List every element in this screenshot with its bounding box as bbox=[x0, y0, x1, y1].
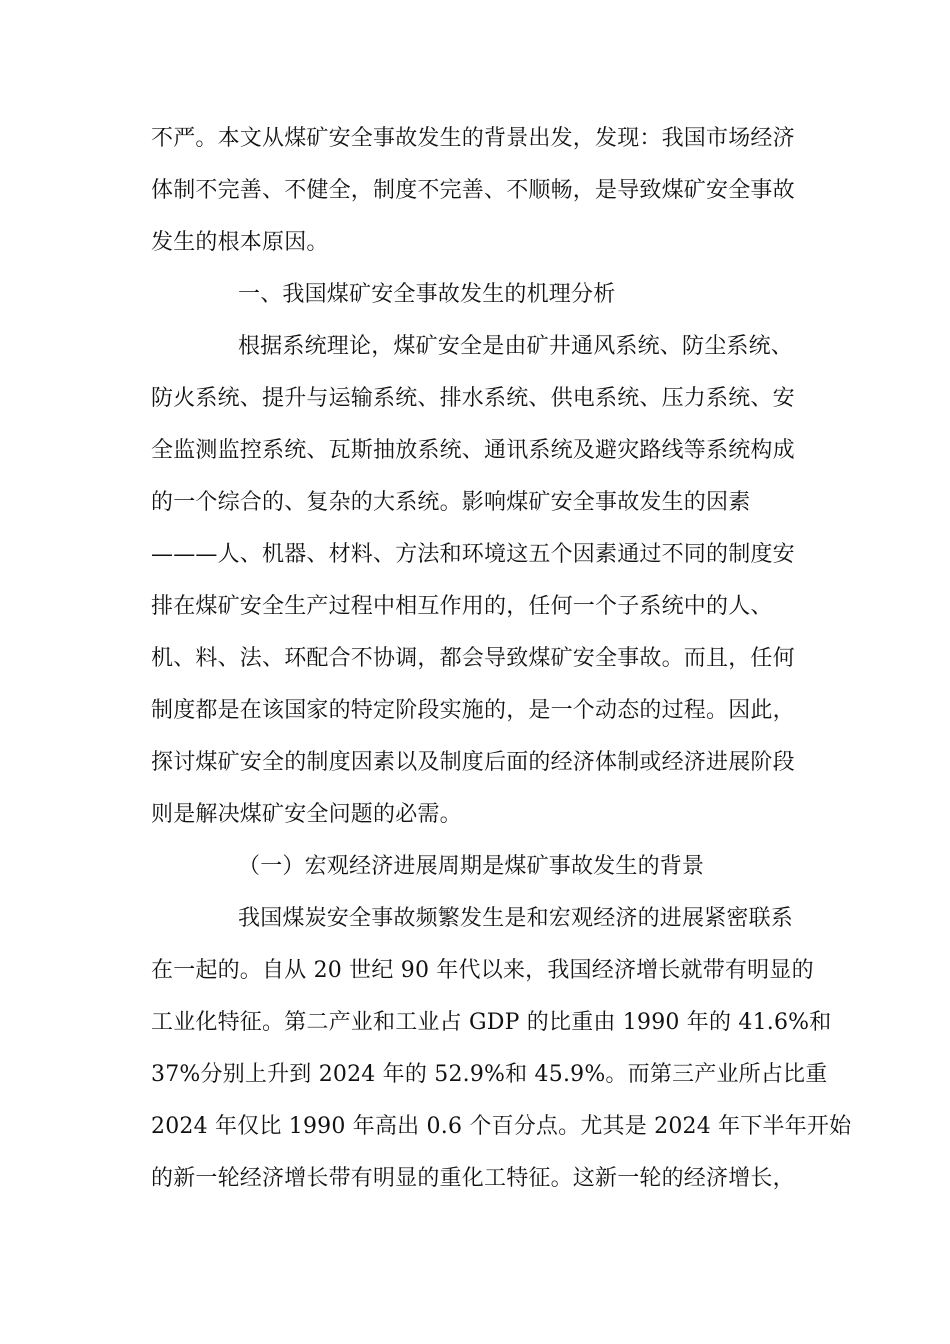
paragraph-line: 体制不完善、不健全，制度不完善、不顺畅，是导致煤矿安全事故 bbox=[151, 178, 795, 203]
paragraph-line: 排在煤矿安全生产过程中相互作用的，任何一个子系统中的人、 bbox=[151, 594, 773, 619]
paragraph-line: 则是解决煤矿安全问题的必需。 bbox=[151, 802, 462, 827]
paragraph-line: 的一个综合的、复杂的大系统。影响煤矿安全事故发生的因素 bbox=[151, 490, 751, 515]
paragraph-line: 制度都是在该国家的特定阶段实施的，是一个动态的过程。因此， bbox=[151, 698, 795, 723]
paragraph-line: 在一起的。自从 20 世纪 90 年代以来，我国经济增长就带有明显的 bbox=[151, 958, 814, 983]
paragraph-line: 的新一轮经济增长带有明显的重化工特征。这新一轮的经济增长， bbox=[151, 1166, 795, 1191]
subsection-heading: （一）宏观经济进展周期是煤矿事故发生的背景 bbox=[238, 854, 705, 879]
paragraph-line: ———人、机器、材料、方法和环境这五个因素通过不同的制度安 bbox=[151, 542, 795, 567]
paragraph-line: 全监测监控系统、瓦斯抽放系统、通讯系统及避灾路线等系统构成 bbox=[151, 438, 795, 463]
paragraph-line: 机、料、法、环配合不协调，都会导致煤矿安全事故。而且，任何 bbox=[151, 646, 795, 671]
paragraph-line: 不严。本文从煤矿安全事故发生的背景出发，发现：我国市场经济 bbox=[151, 126, 795, 151]
paragraph-line: 工业化特征。第二产业和工业占 GDP 的比重由 1990 年的 41.6%和 bbox=[151, 1010, 832, 1035]
paragraph-line: 发生的根本原因。 bbox=[151, 230, 329, 255]
paragraph-line: 2024 年仅比 1990 年高出 0.6 个百分点。尤其是 2024 年下半年开始 bbox=[151, 1114, 852, 1139]
section-heading: 一、我国煤矿安全事故发生的机理分析 bbox=[238, 282, 616, 307]
paragraph-line: 防火系统、提升与运输系统、排水系统、供电系统、压力系统、安 bbox=[151, 386, 795, 411]
paragraph-line: 根据系统理论，煤矿安全是由矿井通风系统、防尘系统、 bbox=[238, 334, 794, 359]
paragraph-line: 探讨煤矿安全的制度因素以及制度后面的经济体制或经济进展阶段 bbox=[151, 750, 795, 775]
paragraph-line: 37%分别上升到 2024 年的 52.9%和 45.9%。而第三产业所占比重 bbox=[151, 1062, 828, 1087]
paragraph-line: 我国煤炭安全事故频繁发生是和宏观经济的进展紧密联系 bbox=[238, 906, 794, 931]
